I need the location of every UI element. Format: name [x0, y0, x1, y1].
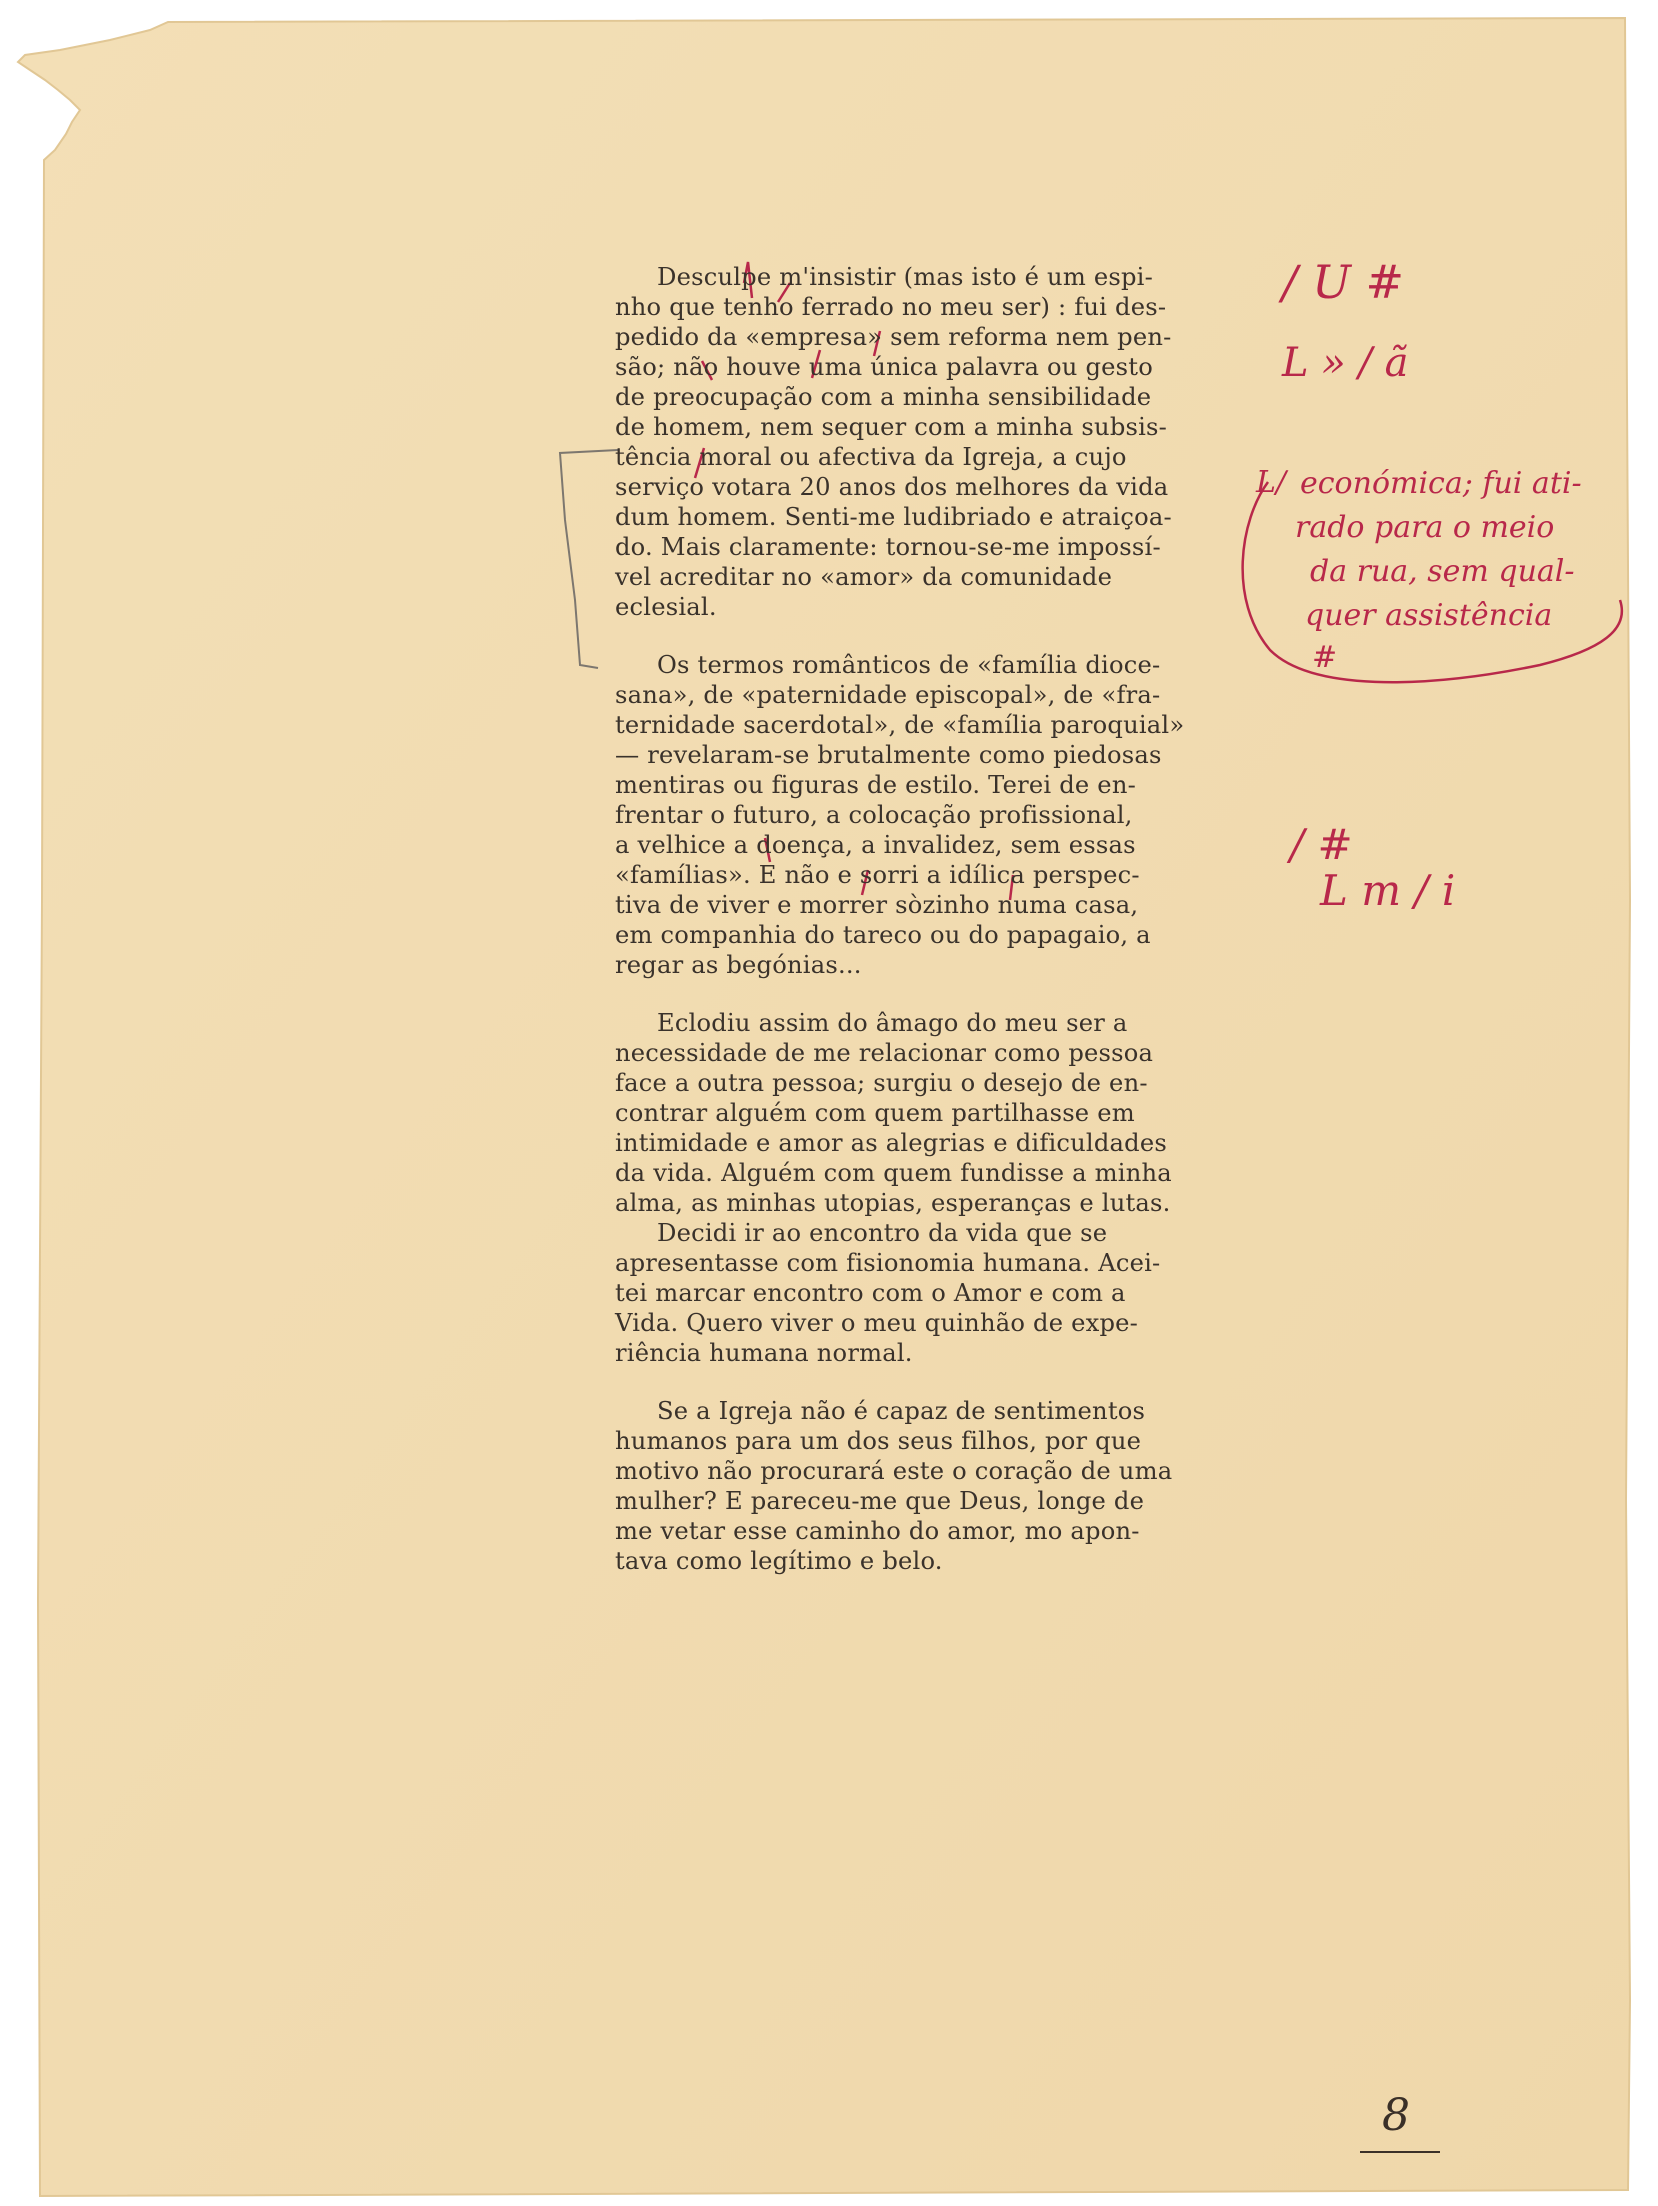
- paragraph-3: [615, 1008, 1220, 1368]
- text-line: mulher? E pareceu-me que Deus, longe de: [615, 1487, 1145, 1515]
- text-line: Os termos românticos de «família dioce-: [657, 651, 1161, 679]
- text-line: Desculpe m'insistir (mas isto é um espi-: [657, 263, 1153, 291]
- text-line: face a outra pessoa; surgiu o desejo de en-: [615, 1069, 1148, 1097]
- text-line: nho que tenho ferrado no meu ser) : fui des-: [615, 293, 1167, 321]
- paragraph-1: [615, 262, 1220, 622]
- margin-note-2: L » / ã: [1282, 340, 1409, 386]
- text-line: Se a Igreja não é capaz de sentimentos: [657, 1397, 1146, 1425]
- margin-note-3-line: económica; fui ati-: [1300, 466, 1582, 501]
- text-line: serviço votara 20 anos dos melhores da vida: [615, 473, 1169, 501]
- margin-note-5: L m / i: [1320, 866, 1456, 915]
- text-line: necessidade de me relacionar como pessoa: [615, 1039, 1154, 1067]
- paragraph-gap: [615, 1368, 1220, 1396]
- text-line: do. Mais claramente: tornou-se-me impossí-: [615, 533, 1161, 561]
- margin-note-3-line: quer assistência: [1305, 598, 1553, 633]
- text-line: contrar alguém com quem partilhasse em: [615, 1099, 1135, 1127]
- margin-note-3-marker: L/: [1256, 465, 1287, 500]
- text-line: apresentasse com fisionomia humana. Acei-: [615, 1249, 1161, 1277]
- text-line: regar as begónias...: [615, 951, 862, 979]
- paragraph-2: [615, 650, 1220, 980]
- margin-note-3-line: rado para o meio: [1295, 510, 1555, 545]
- text-line: pedido da «empresa» sem reforma nem pen-: [615, 323, 1172, 351]
- paragraph-4: [615, 1396, 1220, 1576]
- text-line: tei marcar encontro com o Amor e com a: [615, 1279, 1126, 1307]
- text-line: me vetar esse caminho do amor, mo apon-: [615, 1517, 1140, 1545]
- text-line: motivo não procurará este o coração de uma: [615, 1457, 1173, 1485]
- text-line: frentar o futuro, a colocação profissional,: [615, 801, 1133, 829]
- paragraph-gap: [615, 980, 1220, 1008]
- text-line: da vida. Alguém com quem fundisse a minha: [615, 1159, 1172, 1187]
- margin-note-3-line: da rua, sem qual-: [1310, 554, 1575, 589]
- text-line: tiva de viver e morrer sòzinho numa casa,: [615, 891, 1139, 919]
- text-line: sana», de «paternidade episcopal», de «fra-: [615, 681, 1161, 709]
- text-line: tência moral ou afectiva da Igreja, a cujo: [615, 443, 1127, 471]
- text-line: intimidade e amor as alegrias e dificuldades: [615, 1129, 1167, 1157]
- text-line: riência humana normal.: [615, 1339, 913, 1367]
- text-line: de preocupação com a minha sensibilidade: [615, 383, 1152, 411]
- text-line: ternidade sacerdotal», de «família paroquial»: [615, 711, 1185, 739]
- text-line: de homem, nem sequer com a minha subsis-: [615, 413, 1168, 441]
- paragraph-gap: [615, 622, 1220, 650]
- text-line: Eclodiu assim do âmago do meu ser a: [657, 1009, 1128, 1037]
- text-line: tava como legítimo e belo.: [615, 1547, 943, 1575]
- typed-text: [615, 262, 1220, 1576]
- text-line: — revelaram-se brutalmente como piedosas: [615, 741, 1162, 769]
- text-line: «famílias». E não e sorri a idílica perspec-: [615, 861, 1140, 889]
- text-line: Vida. Quero viver o meu quinhão de expe-: [615, 1309, 1139, 1337]
- text-line: alma, as minhas utopias, esperanças e lutas.: [615, 1189, 1171, 1217]
- margin-note-4: / #: [1290, 820, 1353, 869]
- text-line: vel acreditar no «amor» da comunidade: [615, 563, 1113, 591]
- text-line: dum homem. Senti-me ludibriado e atraiçoa-: [615, 503, 1172, 531]
- text-line: mentiras ou figuras de estilo. Terei de en-: [615, 771, 1136, 799]
- text-line: a velhice a doença, a invalidez, sem essas: [615, 831, 1136, 859]
- margin-note-1: / U #: [1282, 255, 1405, 309]
- text-line: Decidi ir ao encontro da vida que se: [657, 1219, 1108, 1247]
- text-line: eclesial.: [615, 593, 717, 621]
- margin-note-3-hash: #: [1312, 640, 1338, 675]
- text-line: são; não houve uma única palavra ou gesto: [615, 353, 1153, 381]
- text-line: humanos para um dos seus filhos, por que: [615, 1427, 1142, 1455]
- page-number: 8: [1382, 2090, 1410, 2141]
- text-line: em companhia do tareco ou do papagaio, a: [615, 921, 1151, 949]
